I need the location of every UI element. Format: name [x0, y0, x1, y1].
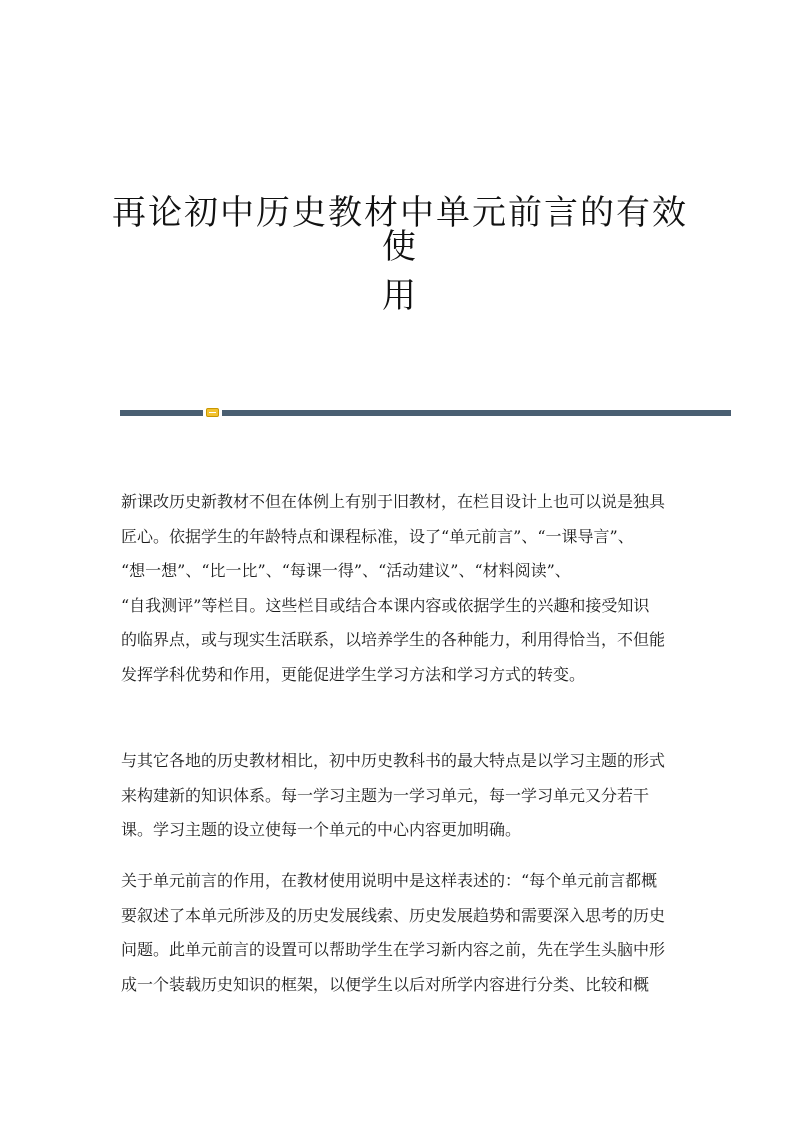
divider-right-segment: [222, 410, 731, 416]
paragraph-line: 问题。此单元前言的设置可以帮助学生在学习新内容之前，先在学生头脑中形: [121, 940, 666, 960]
paragraph-line: 课。学习主题的设立使每一个单元的中心内容更加明确。: [121, 820, 522, 840]
paragraph-line: 匠心。依据学生的年龄特点和课程标准，设了“单元前言”、“一课导言”、: [121, 526, 634, 546]
paragraph-line: 的临界点，或与现实生活联系，以培养学生的各种能力，利用得恰当，不但能: [121, 630, 666, 650]
paragraph-line: 成一个装载历史知识的框架，以便学生以后对所学内容进行分类、比较和概: [121, 974, 650, 994]
divider-left-segment: [120, 410, 203, 416]
paragraph-line: “想一想”、“比一比”、“每课一得”、“活动建议”、“材料阅读”、: [121, 561, 571, 581]
paragraph-line: 发挥学科优势和作用，更能促进学生学习方法和学习方式的转变。: [121, 664, 586, 684]
divider-ornament-icon: [206, 408, 219, 417]
document-title-line-1: 再论初中历史教材中单元前言的有效使: [112, 193, 688, 267]
paragraph-3: [121, 864, 681, 1002]
paragraph-line: 关于单元前言的作用，在教材使用说明中是这样表述的：“每个单元前言都概: [121, 871, 658, 890]
paragraph-line: 来构建新的知识体系。每一学习主题为一学习单元，每一学习单元又分若干: [121, 785, 650, 805]
paragraph-line: “自我测评”等栏目。这些栏目或结合本课内容或依据学生的兴趣和接受知识: [121, 595, 650, 615]
document-title-line-2: 用: [382, 276, 418, 316]
paragraph-1: [121, 485, 681, 693]
paragraph-line: 与其它各地的历史教材相比，初中历史教科书的最大特点是以学习主题的形式: [121, 751, 666, 770]
paragraph-line: 新课改历史新教材不但在体例上有别于旧教材，在栏目设计上也可以说是独具: [121, 492, 666, 511]
title-divider: [120, 409, 731, 417]
paragraph-2: [121, 744, 681, 848]
paragraph-line: 要叙述了本单元所涉及的历史发展线索、历史发展趋势和需要深入思考的历史: [121, 905, 666, 925]
